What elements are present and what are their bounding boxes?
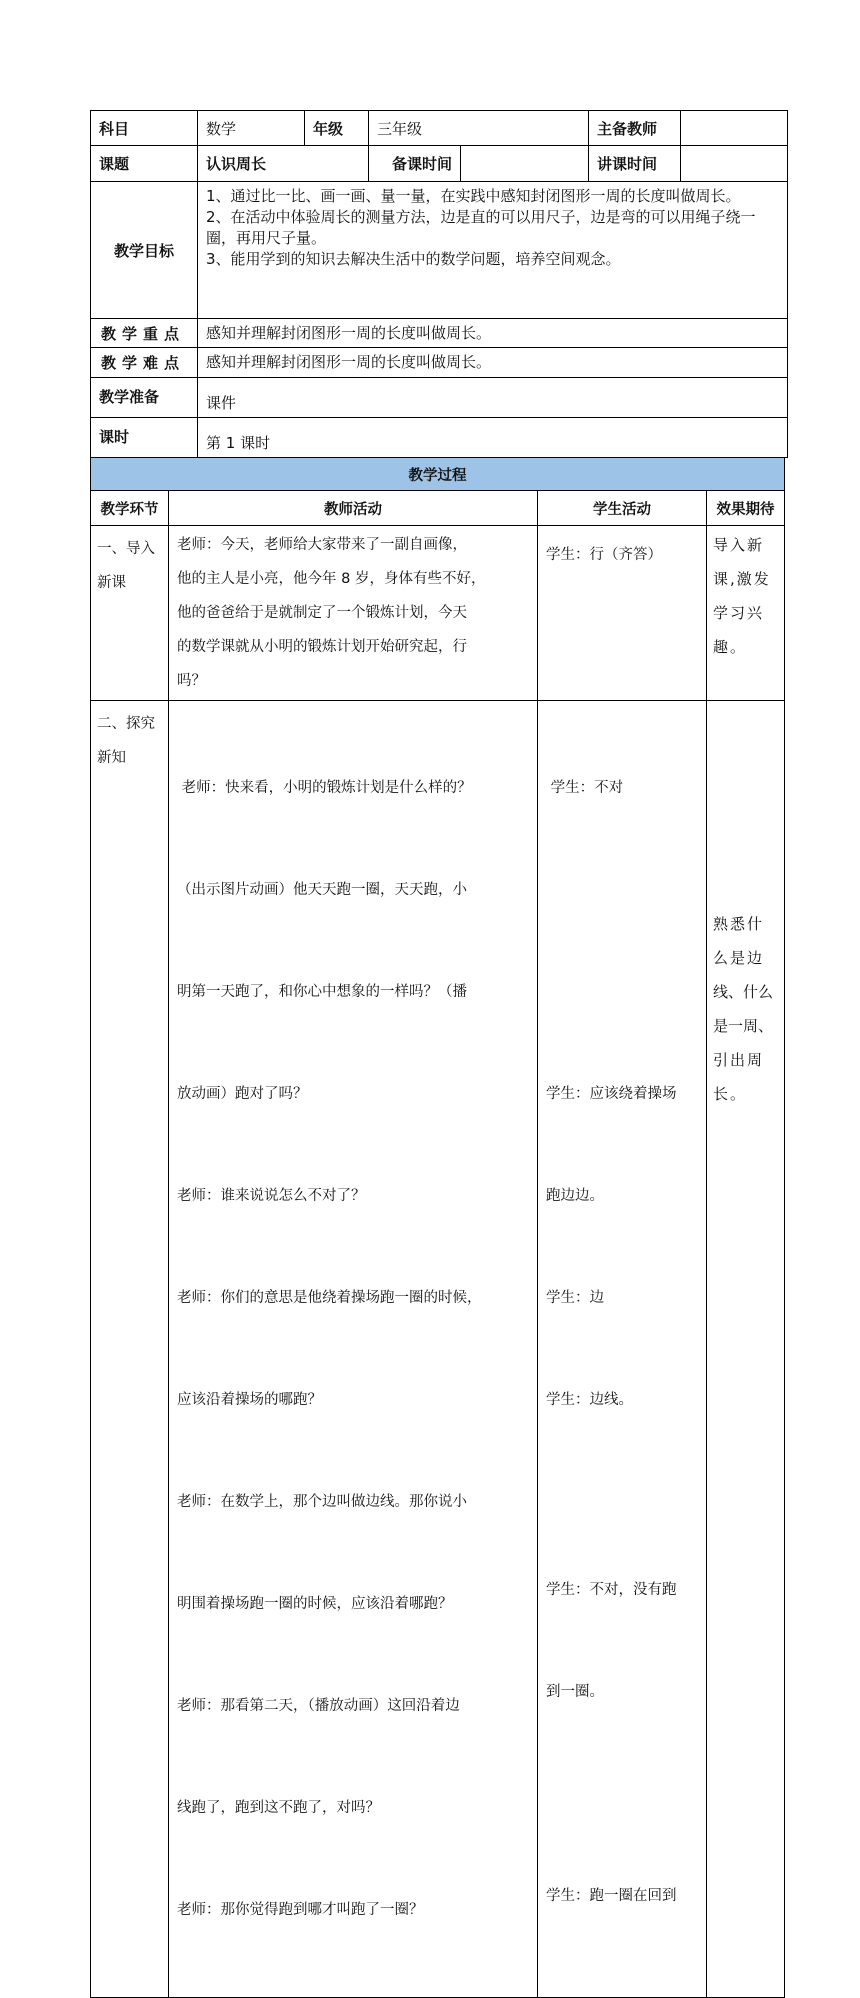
effect-cell <box>707 701 785 1998</box>
topic-value: 认识周长 <box>198 146 369 182</box>
teacher-activity-cell <box>169 526 538 701</box>
prep-value: 课件 <box>198 378 788 418</box>
lesson-info-table <box>90 110 788 458</box>
student-line: 学生：应该绕着操场 <box>546 1086 677 1102</box>
main-teacher-label: 主备教师 <box>589 111 681 146</box>
effect-line: 引出周 <box>713 1051 765 1069</box>
effect-line: 么是边 <box>713 949 765 967</box>
grade-value: 三年级 <box>369 111 589 146</box>
main-teacher-value <box>681 111 788 146</box>
difficulties-value: 感知并理解封闭图形一周的长度叫做周长。 <box>198 348 788 378</box>
teacher-line: 老师：那你觉得跑到哪才叫跑了一圈？ <box>177 1902 424 1918</box>
teacher-line: 明围着操场跑一圈的时候，应该沿着哪跑？ <box>177 1596 453 1612</box>
period-value: 第 1 课时 <box>198 418 788 458</box>
student-line <box>546 1485 698 1505</box>
col-effect-header: 效果期待 <box>707 491 785 526</box>
goal-item: 2、在活动中体验周长的测量方法，边是直的可以用尺子，边是弯的可以用绳子绕一圈，再用尺子量。 <box>206 208 756 247</box>
stage-cell <box>91 526 169 701</box>
student-line <box>546 1777 698 1811</box>
teacher-line: （出示图片动画）他天天跑一圈，天天跑，小 <box>177 882 467 898</box>
teacher-line: 的数学课就从小明的锻炼计划开始研究起，行 <box>177 639 467 655</box>
effect-line <box>713 873 778 907</box>
effect-line: 学习兴 <box>713 604 765 622</box>
lecture-time-label: 讲课时间 <box>589 146 681 182</box>
lecture-time-value <box>681 146 788 182</box>
teaching-process-table <box>90 457 785 1998</box>
teacher-line: 老师：你们的意思是他绕着操场跑一圈的时候， <box>177 1290 482 1306</box>
col-teacher-header: 教师活动 <box>169 491 538 526</box>
topic-label: 课题 <box>91 146 198 182</box>
difficulties-label: 教学难点 <box>91 348 198 378</box>
grade-label: 年级 <box>305 111 369 146</box>
subject-label: 科目 <box>91 111 198 146</box>
teacher-line: 放动画）跑对了吗？ <box>177 1086 308 1102</box>
student-line: 学生：不对，没有跑 <box>546 1582 677 1598</box>
effect-line: 是一周、 <box>713 1017 774 1035</box>
student-line: 学生：跑一圈在回到 <box>546 1888 677 1904</box>
process-title: 教学过程 <box>91 458 785 491</box>
student-line <box>546 873 698 907</box>
effect-line <box>713 839 778 873</box>
teacher-line: 吗？ <box>177 673 206 689</box>
table-row <box>91 701 785 1998</box>
effect-line: 课,激发 <box>713 570 771 588</box>
teacher-line: 他的爸爸给于是就制定了一个锻炼计划，今天 <box>177 605 467 621</box>
subject-value: 数学 <box>198 111 305 146</box>
effect-line: 线、什么 <box>713 983 774 1001</box>
student-activity-cell <box>538 526 707 701</box>
stage-cell <box>91 701 169 1998</box>
teacher-line: 线跑了，跑到这不跑了，对吗？ <box>177 1800 380 1816</box>
effect-line <box>713 737 778 771</box>
teacher-line: 应该沿着操场的哪跑？ <box>177 1392 322 1408</box>
prep-time-label: 备课时间 <box>369 146 461 182</box>
col-stage-header: 教学环节 <box>91 491 169 526</box>
goals-label: 教学目标 <box>91 182 198 319</box>
teacher-line: 老师：在数学上，那个边叫做边线。那你说小 <box>177 1494 467 1510</box>
table-row <box>91 526 785 701</box>
effect-cell <box>707 526 785 701</box>
teacher-line: 老师：谁来说说怎么不对了？ <box>177 1188 366 1204</box>
teacher-activity-cell <box>169 701 538 1998</box>
student-line: 学生：边 <box>546 1290 604 1306</box>
effect-line <box>713 771 778 805</box>
key-points-value: 感知并理解封闭图形一周的长度叫做周长。 <box>198 319 788 348</box>
prep-label: 教学准备 <box>91 378 198 418</box>
student-line: 跑边边。 <box>546 1188 604 1204</box>
student-activity-cell <box>538 701 707 1998</box>
student-line: 学生：不对 <box>546 780 624 796</box>
student-line: 到一圈。 <box>546 1684 604 1700</box>
teacher-line: 老师：今天，老师给大家带来了一副自画像， <box>177 537 467 553</box>
student-line: 学生：边线。 <box>546 1392 633 1408</box>
goals-list <box>198 182 788 319</box>
stage-line: 新课 <box>97 575 126 591</box>
effect-line <box>713 703 778 737</box>
effect-line: 趣。 <box>713 638 748 656</box>
student-line <box>546 975 698 1009</box>
period-label: 课时 <box>91 418 198 458</box>
teacher-line: 明第一天跑了，和你心中想象的一样吗？（播 <box>177 984 467 1000</box>
effect-line <box>713 805 778 839</box>
col-student-header: 学生活动 <box>538 491 707 526</box>
prep-time-value <box>461 146 589 182</box>
student-line: 学生：行（齐答） <box>546 547 662 563</box>
goal-item: 3、能用学到的知识去解决生活中的数学问题，培养空间观念。 <box>206 250 621 268</box>
effect-line: 长。 <box>713 1085 748 1103</box>
effect-line: 导入新 <box>713 536 765 554</box>
key-points-label: 教学重点 <box>91 319 198 348</box>
teacher-line: 老师：那看第二天，（播放动画）这回沿着边 <box>177 1698 460 1714</box>
stage-line: 二、探究 <box>97 716 155 732</box>
goal-item: 1、通过比一比、画一画、量一量，在实践中感知封闭图形一周的长度叫做周长。 <box>206 187 741 205</box>
teacher-line: 老师：快来看，小明的锻炼计划是什么样的？ <box>177 780 472 796</box>
stage-line: 新知 <box>97 750 126 766</box>
effect-line: 熟悉什 <box>713 915 765 933</box>
teacher-line: 他的主人是小亮，他今年 8 岁，身体有些不好， <box>177 571 486 587</box>
stage-line: 一、导入 <box>97 541 155 557</box>
